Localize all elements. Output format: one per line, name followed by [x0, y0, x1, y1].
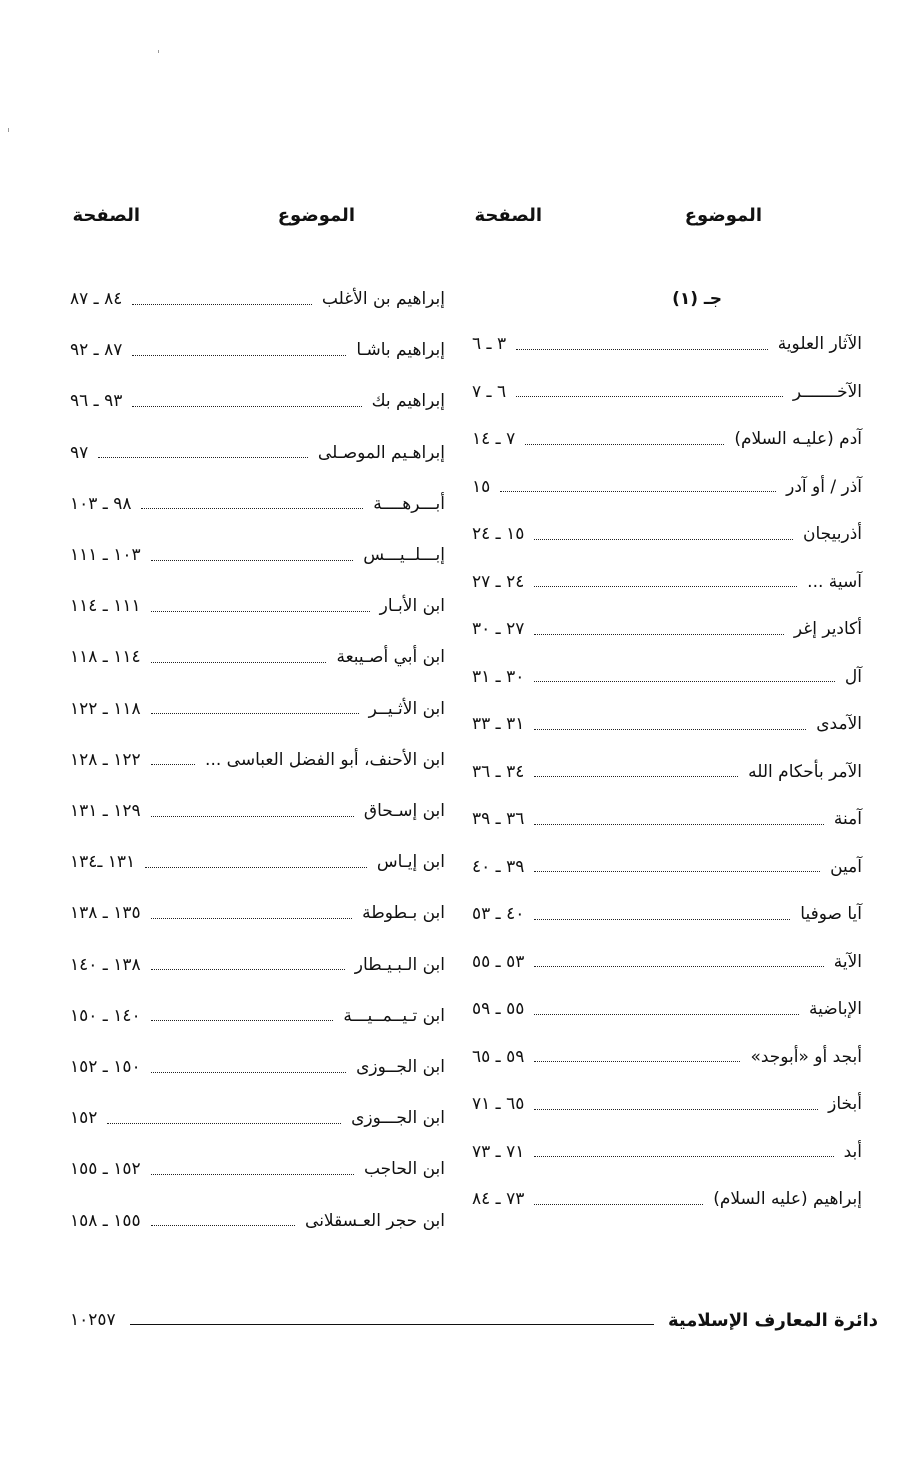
index-entry: [70, 386, 445, 416]
dot-leader: [534, 1014, 799, 1015]
index-entry: [472, 757, 862, 787]
entry-topic: ابن أبي أصـيبعة: [336, 647, 445, 668]
entry-pages: ٦٥ ـ ٧١: [472, 1094, 525, 1114]
entry-pages: ٧ ـ ١٤: [472, 429, 516, 449]
entry-pages: ١٣١ ـ١٣٤: [70, 852, 136, 873]
dot-leader: [132, 355, 346, 356]
entry-pages: ٣٦ ـ ٣٩: [472, 809, 525, 829]
entry-topic: إبـــلــيـــس: [363, 545, 445, 565]
index-entry: [70, 489, 445, 519]
index-entry: [472, 567, 862, 597]
entry-pages: ٨٧ ـ ٩٢: [70, 340, 123, 361]
entry-topic: أبخاز: [828, 1094, 862, 1114]
footer-rule: [130, 1324, 654, 1325]
column-header-topic: الموضوع: [277, 205, 355, 226]
dot-leader: [151, 816, 354, 817]
index-entry: [472, 994, 862, 1024]
entry-topic: الآية: [833, 951, 862, 972]
entry-topic: ابن تـيــمــيـــة: [343, 1005, 445, 1026]
entry-topic: الآثار العلوية: [777, 334, 862, 354]
dot-leader: [151, 1072, 346, 1073]
entry-topic: أكادير إغر: [793, 619, 862, 639]
index-entry: [472, 899, 862, 929]
entry-pages: ٢٤ ـ ٢٧: [472, 571, 525, 592]
entry-pages: ٧٣ ـ ٨٤: [472, 1189, 525, 1209]
entry-pages: ١٥٠ ـ ١٥٢: [70, 1057, 141, 1077]
section-subheading: جـ (١): [672, 289, 722, 309]
dot-leader: [534, 776, 738, 777]
dot-leader: [534, 539, 793, 540]
index-entry: [472, 614, 862, 644]
dot-leader: [534, 586, 797, 587]
column-header-page: الصفحة: [474, 205, 542, 226]
dot-leader: [525, 444, 724, 445]
index-entry: [70, 540, 445, 570]
index-entry: [70, 745, 445, 775]
entry-topic: أبد: [843, 1141, 862, 1162]
dot-leader: [151, 969, 345, 970]
index-entry: [70, 1206, 445, 1236]
entry-pages: ٣٠ ـ ٣١: [472, 666, 525, 687]
dot-leader: [141, 508, 363, 509]
dot-leader: [534, 1109, 818, 1110]
index-entry: [472, 852, 862, 882]
entry-pages: ١١١ ـ ١١٤: [70, 596, 141, 617]
index-entry: [472, 1137, 862, 1167]
index-entry: [472, 329, 862, 359]
scan-mark: [8, 128, 9, 132]
entry-topic: إبراهـيم الموصـلى: [317, 442, 445, 463]
index-entry: [70, 796, 445, 826]
index-entry: [70, 847, 445, 877]
entry-topic: آسية ...: [807, 571, 862, 592]
index-entry: [70, 642, 445, 672]
dot-leader: [534, 966, 823, 967]
entry-topic: آمين: [830, 856, 862, 877]
entry-pages: ١١٤ ـ ١١٨: [70, 647, 141, 668]
index-entry: [472, 377, 862, 407]
index-entry: [70, 284, 445, 314]
dot-leader: [151, 918, 353, 919]
dot-leader: [534, 1156, 833, 1157]
page-number: ١٠٢٥٧: [70, 1310, 116, 1330]
index-entry: [70, 591, 445, 621]
dot-leader: [534, 729, 806, 730]
dot-leader: [500, 491, 776, 492]
index-entry: [70, 1103, 445, 1133]
dot-leader: [534, 919, 790, 920]
entry-topic: الآمدى: [816, 714, 862, 734]
index-entry: [472, 709, 862, 739]
dot-leader: [151, 662, 327, 663]
entry-topic: أذربيجان: [802, 524, 862, 544]
entry-topic: الإباضية: [808, 999, 862, 1019]
entry-pages: ٣٩ ـ ٤٠: [472, 856, 525, 877]
index-entry: [70, 1052, 445, 1082]
entry-topic: ابن بـطوطة: [362, 903, 445, 924]
entry-topic: آيا صوفيا: [800, 904, 862, 924]
entry-pages: ١٤٠ ـ ١٥٠: [70, 1005, 141, 1026]
dot-leader: [151, 611, 370, 612]
entry-topic: ابن إيـاس: [376, 852, 445, 873]
index-entry: [472, 662, 862, 692]
index-entry: [472, 472, 862, 502]
entry-topic: إبراهيم بك: [371, 391, 445, 412]
entry-topic: الآخـــــــر: [792, 381, 862, 402]
entry-topic: إبراهيم باشـا: [356, 340, 445, 361]
dot-leader: [132, 406, 361, 407]
entry-pages: ٣١ ـ ٣٣: [472, 714, 525, 734]
entry-pages: ١٥٢ ـ ١٥٥: [70, 1159, 141, 1180]
dot-leader: [151, 1020, 334, 1021]
dot-leader: [534, 634, 784, 635]
dot-leader: [534, 681, 835, 682]
dot-leader: [534, 871, 820, 872]
entry-topic: إبراهيم (عليه السلام): [713, 1189, 862, 1209]
dot-leader: [107, 1123, 341, 1124]
index-entry: [70, 1001, 445, 1031]
scan-mark: [158, 50, 159, 53]
dot-leader: [151, 764, 195, 765]
dot-leader: [151, 713, 359, 714]
entry-topic: ابن الـبـيـطار: [354, 954, 445, 975]
entry-pages: ٩٨ ـ ١٠٣: [70, 493, 132, 514]
entry-pages: ١١٨ ـ ١٢٢: [70, 698, 141, 719]
entry-pages: ١٥٢: [70, 1108, 98, 1129]
entry-pages: ٥٩ ـ ٦٥: [472, 1046, 525, 1067]
entry-pages: ١٥: [472, 476, 491, 497]
entry-topic: الآمر بأحكام الله: [748, 761, 862, 782]
entry-pages: ٢٧ ـ ٣٠: [472, 619, 525, 639]
entry-pages: ٩٣ ـ ٩٦: [70, 391, 123, 412]
entry-pages: ٣ ـ ٦: [472, 334, 507, 354]
entry-pages: ٨٤ ـ ٨٧: [70, 289, 123, 309]
index-entry: [472, 519, 862, 549]
entry-topic: آمنة: [833, 809, 862, 829]
index-entry: [472, 424, 862, 454]
entry-pages: ٦ ـ ٧: [472, 381, 507, 402]
dot-leader: [534, 1061, 740, 1062]
entry-pages: ١٥٥ ـ ١٥٨: [70, 1210, 141, 1231]
entry-topic: ابن الحاجب: [363, 1159, 445, 1180]
entry-pages: ١٢٩ ـ ١٣١: [70, 801, 141, 821]
entry-pages: ١٥ ـ ٢٤: [472, 524, 525, 544]
index-entry: [70, 438, 445, 468]
dot-leader: [151, 560, 354, 561]
dot-leader: [98, 457, 308, 458]
entry-topic: آذر / أو آدر: [786, 476, 862, 497]
entry-topic: ابن إسـحاق: [363, 801, 445, 821]
index-entry: [472, 804, 862, 834]
entry-topic: ابن حجر العـسقلانى: [305, 1210, 445, 1231]
entry-topic: أبجد أو «أبوجد»: [750, 1046, 862, 1067]
entry-topic: أبـــرهــــة: [373, 493, 445, 514]
index-entry: [70, 950, 445, 980]
entry-pages: ١٣٥ ـ ١٣٨: [70, 903, 141, 924]
entry-topic: آل: [844, 666, 862, 687]
entry-topic: ابن الأبـار: [379, 596, 445, 617]
entry-pages: ١٣٨ ـ ١٤٠: [70, 954, 141, 975]
entry-topic: ابن الأحنف، أبو الفضل العباسى ...: [205, 749, 445, 770]
entry-pages: ٧١ ـ ٧٣: [472, 1141, 525, 1162]
dot-leader: [151, 1225, 295, 1226]
entry-pages: ٣٤ ـ ٣٦: [472, 761, 525, 782]
entry-pages: ١٢٢ ـ ١٢٨: [70, 749, 141, 770]
dot-leader: [534, 1204, 703, 1205]
index-entry: [70, 335, 445, 365]
page-footer: [70, 1305, 878, 1335]
dot-leader: [516, 396, 783, 397]
index-entry: [472, 1042, 862, 1072]
index-entry: [472, 1184, 862, 1214]
column-header-topic: الموضوع: [684, 205, 762, 226]
dot-leader: [132, 304, 312, 305]
entry-topic: ابن الجــوزى: [356, 1057, 445, 1077]
dot-leader: [534, 824, 824, 825]
entry-pages: ١٠٣ ـ ١١١: [70, 545, 141, 565]
footer-title: دائرة المعارف الإسلامية: [667, 1309, 878, 1331]
entry-pages: ٤٠ ـ ٥٣: [472, 904, 525, 924]
index-entry: [70, 1154, 445, 1184]
index-entry: [70, 898, 445, 928]
dot-leader: [151, 1174, 354, 1175]
entry-pages: ٥٣ ـ ٥٥: [472, 951, 525, 972]
index-entry: [70, 694, 445, 724]
entry-topic: آدم (عليـه السلام): [734, 429, 862, 449]
entry-topic: ابن الأثـيــر: [368, 698, 445, 719]
entry-topic: إبراهيم بن الأغلب: [321, 289, 445, 309]
index-entry: [472, 1089, 862, 1119]
entry-pages: ٥٥ ـ ٥٩: [472, 999, 525, 1019]
entry-topic: ابن الجـــوزى: [351, 1108, 445, 1129]
dot-leader: [516, 349, 768, 350]
index-entry: [472, 947, 862, 977]
dot-leader: [145, 867, 367, 868]
entry-pages: ٩٧: [70, 442, 89, 463]
column-header-page: الصفحة: [72, 205, 140, 226]
